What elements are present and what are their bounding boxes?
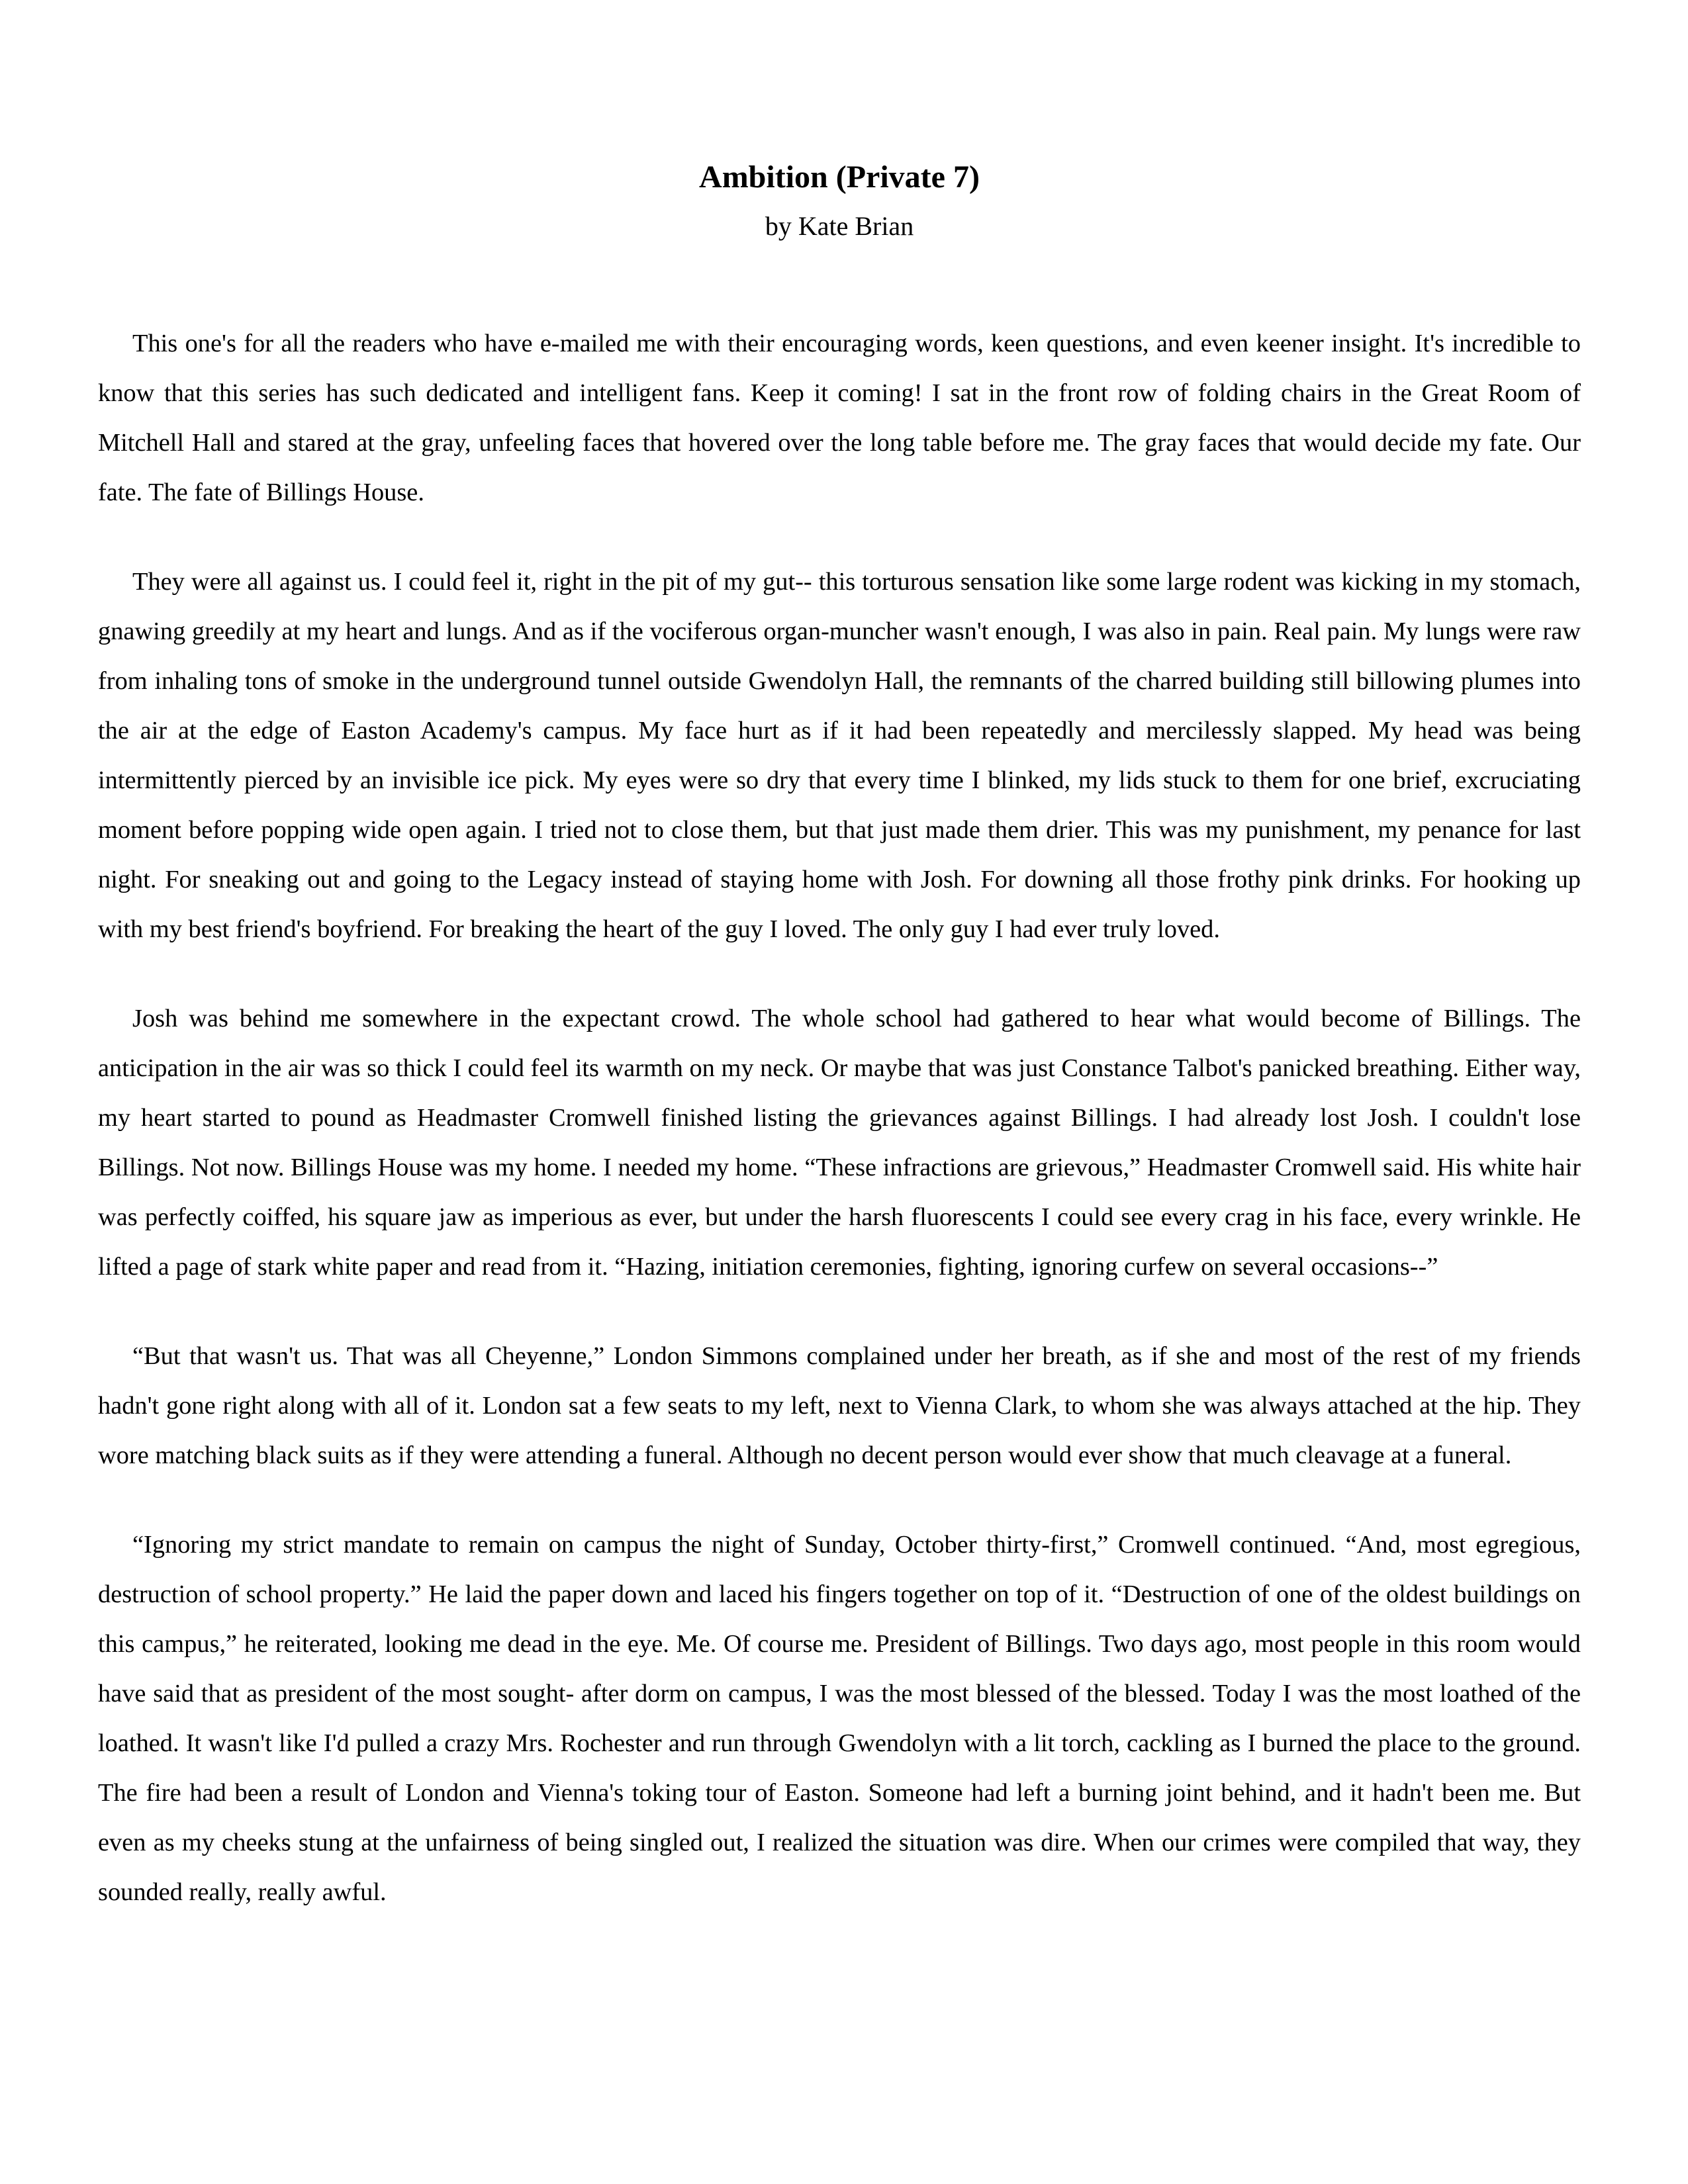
document-title: Ambition (Private 7) xyxy=(699,159,980,195)
paragraph: “But that wasn't us. That was all Cheyenne,” London Simmons complained under her breath, as if she and most of the rest of my friends hadn't gone right along with all of it. London sat a few seats to my left, next to Vienna Clark, to whom she was always attached at the hip. They wore matching black suits as if they were attending a funeral. Although no decent person would ever show that much cleavage at a funeral. xyxy=(98,1342,1581,1469)
paragraph: “Ignoring my strict mandate to remain on campus the night of Sunday, October thirty-first,” Cromwell continued. “And, most egregious, destruction of school property.” He laid the paper down and laced his fingers together on top of it. “Destruction of one of the oldest buildings on this campus,” he reiterated, looking me dead in the eye. Me. Of course me. President of Billings. Two days ago, most people in this room would have said that as president of the most sought- after dorm on campus, I was the most blessed of the blessed. Today I was the most loathed of the loathed. It wasn't like I'd pulled a crazy Mrs. Rochester and run through Gwendolyn with a lit torch, cackling as I burned the place to the ground. The fire had been a result of London and Vienna's toking tour of Easton. Someone had left a burning joint behind, and it hadn't been me. But even as my cheeks stung at the unfairness of being singled out, I realized the situation was dire. When our crimes were compiled that way, they sounded really, really awful. xyxy=(98,1531,1581,1906)
paragraph: They were all against us. I could feel it, right in the pit of my gut-- this torturous sensation like some large rodent was kicking in my stomach, gnawing greedily at my heart and lungs. And as if the vociferous organ-muncher wasn't enough, I was also in pain. Real pain. My lungs were raw from inhaling tons of smoke in the underground tunnel outside Gwendolyn Hall, the remnants of the charred building still billowing plumes into the air at the edge of Easton Academy's campus. My face hurt as if it had been repeatedly and mercilessly slapped. My head was being intermittently pierced by an invisible ice pick. My eyes were so dry that every time I blinked, my lids stuck to them for one brief, excruciating moment before popping wide open again. I tried not to close them, but that just made them drier. This was my punishment, my penance for last night. For sneaking out and going to the Legacy instead of staying home with Josh. For downing all those frothy pink drinks. For hooking up with my best friend's boyfriend. For breaking the heart of the guy I loved. The only guy I had ever truly loved. xyxy=(98,568,1581,943)
document-body xyxy=(98,319,1581,1917)
paragraph: Josh was behind me somewhere in the expectant crowd. The whole school had gathered to hear what would become of Billings. The anticipation in the air was so thick I could feel its warmth on my neck. Or maybe that was just Constance Talbot's panicked breathing. Either way, my heart started to pound as Headmaster Cromwell finished listing the grievances against Billings. I had already lost Josh. I couldn't lose Billings. Not now. Billings House was my home. I needed my home. “These infractions are grievous,” Headmaster Cromwell said. His white hair was perfectly coiffed, his square jaw as imperious as ever, but under the harsh fluorescents I could see every crag in his face, every wrinkle. He lifted a page of stark white paper and read from it. “Hazing, initiation ceremonies, fighting, ignoring curfew on several occasions--” xyxy=(98,1005,1581,1281)
author-byline: by Kate Brian xyxy=(765,211,914,241)
document-page xyxy=(98,156,1581,1917)
paragraph: This one's for all the readers who have e-mailed me with their encouraging words, keen questions, and even keener insight. It's incredible to know that this series has such dedicated and intelligent fans. Keep it coming! I sat in the front row of folding chairs in the Great Room of Mitchell Hall and stared at the gray, unfeeling faces that hovered over the long table before me. The gray faces that would decide my fate. Our fate. The fate of Billings House. xyxy=(98,330,1581,506)
